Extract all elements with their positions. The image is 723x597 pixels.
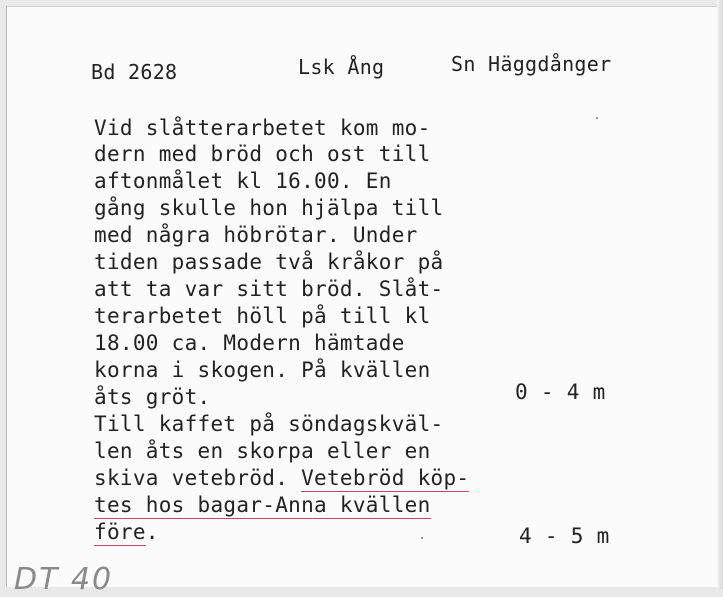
underlined-text: Vetebröd köp- (301, 466, 470, 490)
age-range-2: 4 - 5 m (519, 524, 610, 548)
text-line-8: terarbetet höll på till kl (94, 304, 431, 328)
ink-speck (421, 537, 423, 539)
underlined-text: tes hos bagar-Anna kvällen (94, 493, 431, 517)
text-line-10: korna i skogen. På kvällen (94, 358, 431, 382)
card-edge (717, 0, 723, 589)
text-line-12: Till kaffet på söndagskväl- (94, 412, 444, 436)
card-parish-short: Lsk Ång (298, 55, 385, 79)
text-line-3: aftonmålet kl 16.00. En (94, 169, 392, 193)
text-line-5: med några höbrötar. Under (94, 223, 418, 247)
card-id: Bd 2628 (91, 60, 178, 84)
underlined-text: före (94, 520, 146, 544)
text-line-16-tail: . (145, 520, 159, 544)
text-line-6: tiden passade två kråkor på (94, 250, 444, 274)
text-line-15 (94, 492, 431, 518)
text-line-2: dern med bröd och ost till (94, 142, 431, 166)
text-line-4: gång skulle hon hjälpa till (94, 196, 444, 220)
card-parish: Sn Häggdånger (451, 52, 612, 76)
text-line-16 (94, 519, 159, 545)
text-line-1: Vid slåtterarbetet kom mo- (94, 116, 431, 140)
text-line-14-plain: skiva vetebröd. (94, 466, 302, 490)
index-card (6, 6, 717, 587)
text-line-9: 18.00 ca. Modern hämtade (94, 331, 405, 355)
text-line-11: åts gröt. (94, 385, 211, 409)
text-line-7: att ta var sitt bröd. Slåt- (94, 277, 444, 301)
text-line-14 (94, 465, 469, 491)
ink-speck (596, 117, 598, 119)
margin-note: DT 40 (14, 562, 114, 597)
age-range-1: 0 - 4 m (515, 380, 606, 404)
text-line-13: len åts en skorpa eller en (94, 439, 431, 463)
